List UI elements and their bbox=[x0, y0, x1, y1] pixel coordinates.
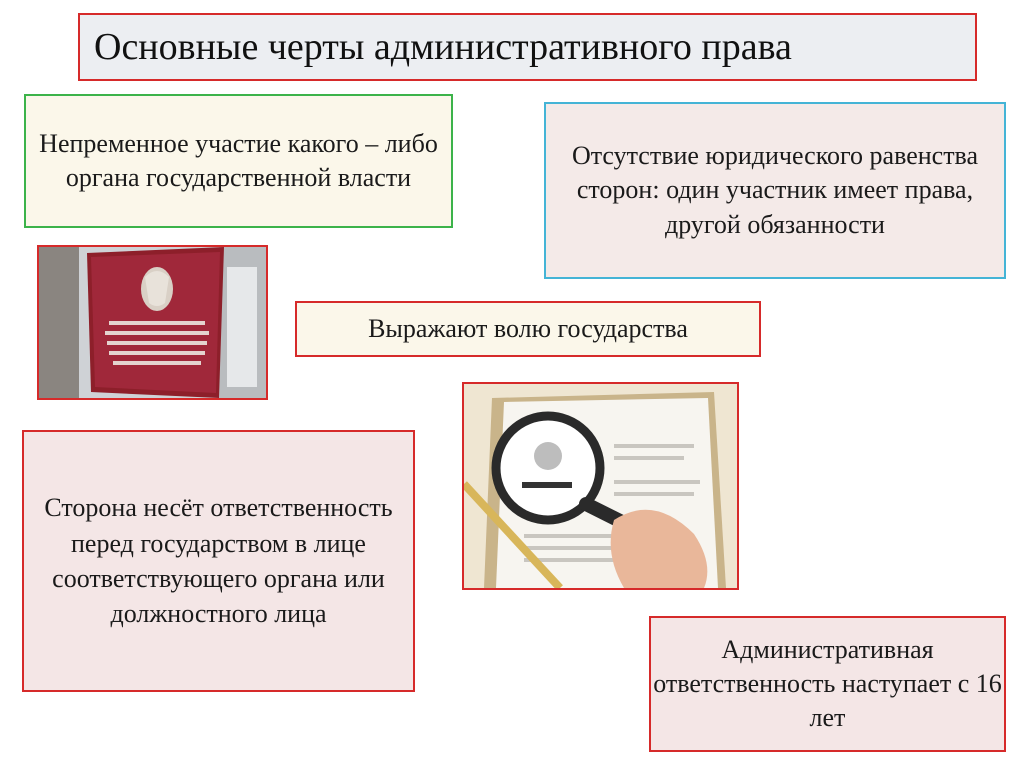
law-document-image bbox=[462, 382, 739, 590]
feature-responsibility: Сторона несёт ответственность перед государством в лице соответствующего органа или должностного лица bbox=[22, 430, 415, 692]
feature-inequality: Отсутствие юридического равенства сторон: один участник имеет права, другой обязанности bbox=[544, 102, 1006, 279]
government-sign-icon bbox=[39, 247, 266, 398]
government-sign-image bbox=[37, 245, 268, 400]
feature-state-will: Выражают волю государства bbox=[295, 301, 761, 357]
page-title: Основные черты административного права bbox=[78, 13, 977, 81]
magnifier-law-document-icon bbox=[464, 384, 737, 588]
feature-participation: Непременное участие какого – либо органа государственной власти bbox=[24, 94, 453, 228]
feature-age: Административная ответственность наступает с 16 лет bbox=[649, 616, 1006, 752]
